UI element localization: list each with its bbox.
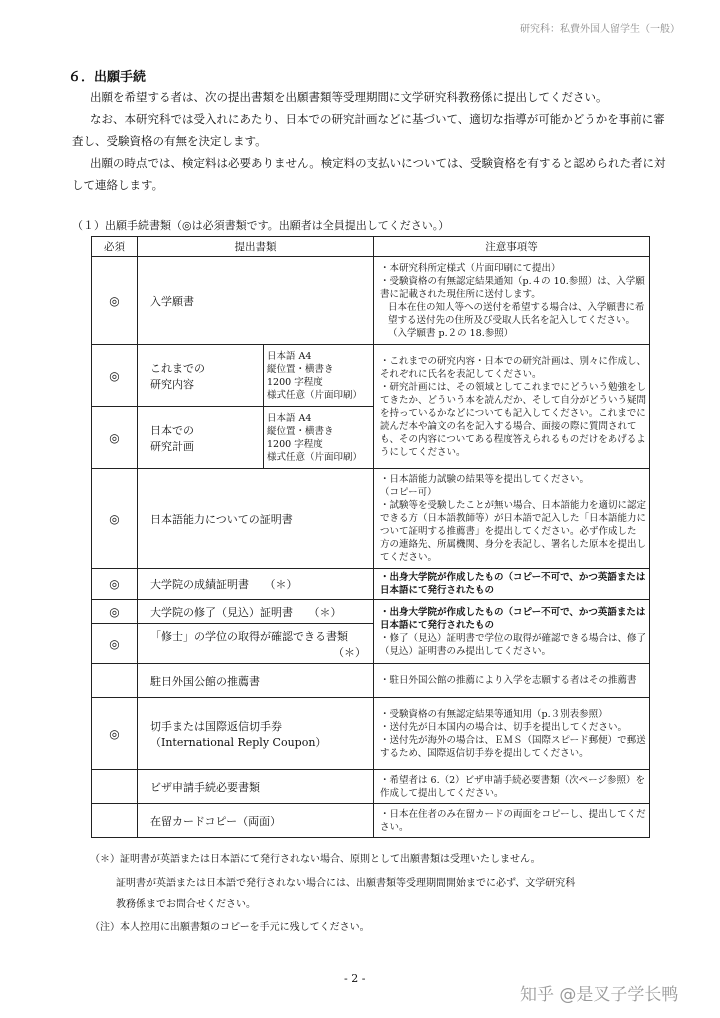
spec-line: 様式任意（片面印刷） — [267, 389, 363, 401]
doc-master-degree — [138, 624, 374, 664]
documents-table — [91, 236, 650, 838]
header-required: 必須 — [92, 237, 138, 257]
doc-name-line: これまでの — [150, 361, 205, 375]
doc-japanese: 日本語能力についての証明書 — [138, 469, 374, 569]
asterisk-mark: （＊） — [308, 605, 342, 619]
doc-past-research — [138, 345, 264, 407]
note: ・試験等を受験したことが無い場合、日本語能力を適切に認定できる方（日本語教師等）が日本語で記入した「日本語能力について証明する推薦書」を提出してください。必ず作成した方の連絡先、所属機関、身分を表記し、署名した原本を提出してください。 — [380, 500, 647, 563]
table-row — [92, 698, 650, 770]
paragraph-3: 出願の時点では、検定料は必要ありません。検定料の支払いについては、受験資格を有すると認められた者に対して連絡します。 — [72, 156, 666, 192]
table-row — [92, 569, 650, 600]
doc-name: 大学院の成績証明書 — [150, 578, 249, 591]
required-mark: ◎ — [92, 257, 138, 345]
notes-application — [374, 257, 650, 345]
asterisk-mark: （＊） — [333, 645, 366, 659]
table-row — [92, 664, 650, 698]
doc-research-plan — [138, 407, 264, 469]
spec-line: 1200 字程度 — [267, 376, 323, 388]
notes-transcript: ・出身大学院が作成したもの（コピー不可で、かつ英語または日本語にて発行されたもの — [374, 569, 650, 600]
required-mark: ◎ — [92, 345, 138, 407]
note: ・送付先が日本国内の場合は、切手を提出してください。 — [380, 721, 628, 733]
table-caption: （１）出願手続書類（◎は必須書類です。出願者は全員提出してください。） — [72, 219, 450, 232]
footnote-asterisk-cont-1: 証明書が英語または日本語で発行されない場合には、出願書類等受理期間開始までに必ず、文学研究科 — [116, 878, 576, 889]
note: ・日本語能力試験の結果等を提出してください。 — [380, 474, 590, 485]
footnote-note: （注）本人控用に出願書類のコピーを手元に残してください。 — [90, 922, 370, 933]
required-mark-empty — [92, 664, 138, 698]
spec-past-research — [264, 345, 374, 407]
note: ・これまでの研究内容・日本での研究計画は、別々に作成し、それぞれに氏名を表記してください。 — [380, 355, 647, 380]
notes-completion — [374, 600, 650, 664]
doc-name-line: 研究計画 — [150, 439, 194, 453]
required-mark: ◎ — [92, 698, 138, 770]
required-mark: ◎ — [92, 407, 138, 469]
table-row — [92, 770, 650, 804]
doc-visa: ビザ申請手続必要書類 — [138, 770, 374, 804]
spec-line: 様式任意（片面印刷） — [267, 451, 363, 463]
page-number: - 2 - — [344, 972, 366, 985]
spec-line: 1200 字程度 — [267, 438, 323, 450]
doc-name: 大学院の修了（見込）証明書 — [150, 605, 293, 619]
note: ・出身大学院が作成したもの（コピー不可で、かつ英語または日本語にて発行されたもの — [380, 606, 646, 631]
table-row — [92, 469, 650, 569]
note: ・本研究科所定様式（片面印刷にて提出） — [380, 262, 561, 274]
doc-stamps — [138, 698, 374, 770]
spec-line: 縦位置・横書き — [267, 363, 334, 375]
required-mark-empty — [92, 770, 138, 804]
spec-line: 日本語 A4 — [267, 412, 312, 424]
doc-name-line: 日本での — [150, 423, 194, 437]
note: ・研究計画には、その領域としてこれまでにどういう勉強をしてきたか、どういう本を読んだか、そして自分がどういう疑問を持っているかなどについても記入してください。これまでに読んだ本や論文の名を記入する場合、面接の際に質問されても、その内容についてある程度答えられるものだけをあげるようにしてください。 — [380, 381, 647, 458]
spec-line: 縦位置・横書き — [267, 425, 334, 437]
table-row — [92, 345, 650, 407]
doc-embassy: 駐日外国公館の推薦書 — [138, 664, 374, 698]
notes-stamps — [374, 698, 650, 770]
running-header: 研究科：私費外国人留学生（一般） — [520, 24, 680, 35]
note: ・修了（見込）証明書で学位の取得が確認できる場合は、修了（見込）証明書のみ提出してください。 — [380, 632, 647, 657]
notes-research — [374, 345, 650, 469]
spec-research-plan — [264, 407, 374, 469]
table-row — [92, 257, 650, 345]
table-row — [92, 804, 650, 838]
required-mark: ◎ — [92, 624, 138, 664]
header-notes: 注意事項等 — [374, 237, 650, 257]
required-mark-empty — [92, 804, 138, 838]
watermark: 知乎 @是叉子学长鸭 — [520, 985, 679, 1005]
note: ・送付先が海外の場合は、ＥＭＳ（国際スピード郵便）で郵送するため、国際返信切手券を提出してください。 — [380, 734, 646, 759]
section-title: ６．出願手続 — [68, 70, 147, 85]
notes-visa: ・希望者は 6.（2）ビザ申請手続必要書類（次ページ参照）を作成して提出してください。 — [374, 770, 650, 804]
asterisk-mark: （＊） — [264, 578, 298, 591]
doc-transcript — [138, 569, 374, 600]
footnote-asterisk: （＊）証明書が英語または日本語にて発行されない場合、原則として出願書類は受理いたしません。 — [90, 854, 541, 865]
note: ・受験資格の有無認定結果等通知用（p.３別表参照） — [380, 708, 608, 720]
paragraph-2: なお、本研究科では受入れにあたり、日本での研究計画などに基づいて、適切な指導が可能かどうかを事前に審査し、受験資格の有無を決定します。 — [72, 112, 665, 148]
footnote-asterisk-cont-2: 教務係までお問合せください。 — [116, 899, 256, 910]
required-mark: ◎ — [92, 569, 138, 600]
notes-embassy: ・駐日外国公館の推薦により入学を志願する者はその推薦書 — [374, 664, 650, 698]
spec-line: 日本語 A4 — [267, 350, 312, 362]
required-mark: ◎ — [92, 600, 138, 624]
note: （コピー可） — [380, 487, 437, 498]
doc-name: 「修士」の学位の取得が確認できる書類 — [150, 629, 348, 643]
required-mark: ◎ — [92, 469, 138, 569]
note: 日本在住の知人等への送付を希望する場合は、入学願書に希望する送付先の住所及び受取人氏名を記入してください。（入学願書 p.２の 18.参照） — [388, 301, 645, 339]
doc-name-line: （International Reply Coupon） — [150, 735, 327, 749]
doc-residence: 在留カードコピー（両面） — [138, 804, 374, 838]
paragraph-1: 出願を希望する者は、次の提出書類を出願書類等受理期間に文学研究科教務係に提出してください。 — [90, 90, 608, 104]
doc-name-line: 研究内容 — [150, 377, 194, 391]
doc-application: 入学願書 — [138, 257, 374, 345]
table-row — [92, 600, 650, 624]
notes-residence: ・日本在住者のみ在留カードの両面をコピーし、提出してください。 — [374, 804, 650, 838]
notes-japanese — [374, 469, 650, 569]
header-documents: 提出書類 — [138, 237, 374, 257]
note: ・受験資格の有無認定結果通知（p.４の 10.参照）は、入学願書に記載された現住所に送付します。 — [380, 275, 645, 300]
doc-name-line: 切手または国際返信切手券 — [150, 719, 282, 733]
doc-completion — [138, 600, 374, 624]
table-header-row — [92, 237, 650, 257]
